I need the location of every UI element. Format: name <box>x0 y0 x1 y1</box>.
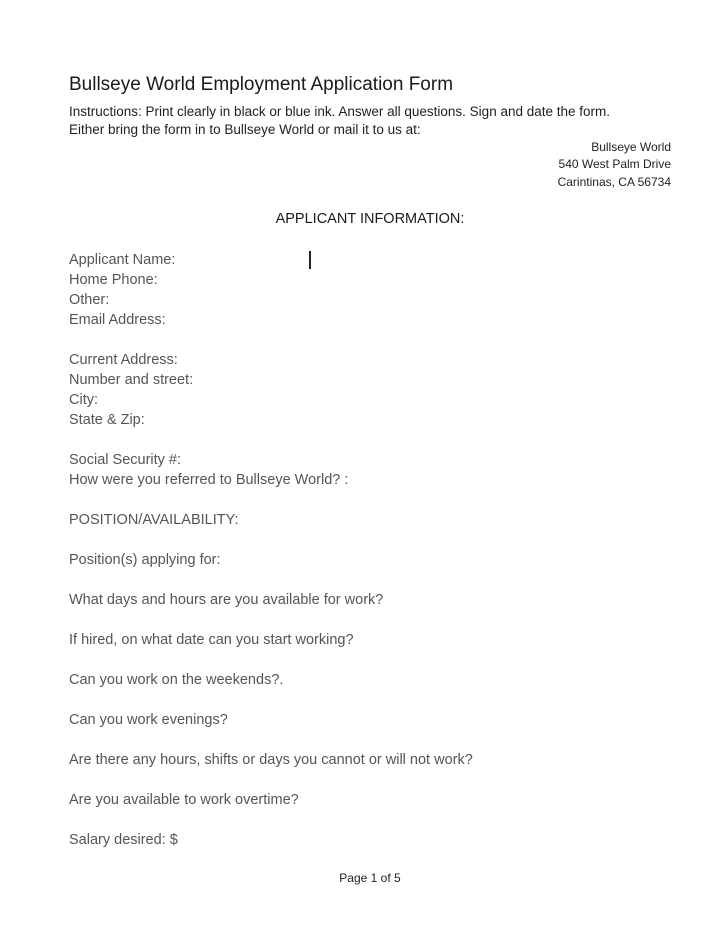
address-city-state-zip: Carintinas, CA 56734 <box>557 175 671 189</box>
field-unavailable-hours[interactable]: Are there any hours, shifts or days you cannot or will not work? <box>69 752 473 768</box>
document-title: Bullseye World Employment Application Form <box>69 74 454 95</box>
field-referral-source[interactable]: How were you referred to Bullseye World? : <box>69 472 349 488</box>
field-applicant-name[interactable]: Applicant Name: <box>69 252 176 268</box>
page-number: Page 1 of 5 <box>339 871 401 885</box>
instructions-line-2: Either bring the form in to Bullseye World or mail it to us at: <box>69 122 421 137</box>
field-other[interactable]: Other: <box>69 292 110 308</box>
field-days-hours-available[interactable]: What days and hours are you available for work? <box>69 592 384 608</box>
field-state-zip[interactable]: State & Zip: <box>69 412 145 428</box>
field-overtime[interactable]: Are you available to work overtime? <box>69 792 299 808</box>
section-heading-applicant-information: APPLICANT INFORMATION: <box>275 211 465 227</box>
field-weekends[interactable]: Can you work on the weekends?. <box>69 672 284 688</box>
field-email-address[interactable]: Email Address: <box>69 312 166 328</box>
field-home-phone[interactable]: Home Phone: <box>69 272 158 288</box>
instructions-line-1: Instructions: Print clearly in black or blue ink. Answer all questions. Sign and date the form. <box>69 104 611 119</box>
field-start-date[interactable]: If hired, on what date can you start working? <box>69 632 354 648</box>
address-street: 540 West Palm Drive <box>558 157 671 171</box>
field-evenings[interactable]: Can you work evenings? <box>69 712 228 728</box>
field-salary-desired[interactable]: Salary desired: $ <box>69 832 178 848</box>
field-social-security[interactable]: Social Security #: <box>69 452 182 468</box>
text-cursor <box>309 251 311 269</box>
address-company: Bullseye World <box>591 140 671 154</box>
field-current-address[interactable]: Current Address: <box>69 352 178 368</box>
field-city[interactable]: City: <box>69 392 98 408</box>
field-number-and-street[interactable]: Number and street: <box>69 372 194 388</box>
section-heading-position-availability: POSITION/AVAILABILITY: <box>69 512 239 528</box>
field-positions-applying-for[interactable]: Position(s) applying for: <box>69 552 221 568</box>
